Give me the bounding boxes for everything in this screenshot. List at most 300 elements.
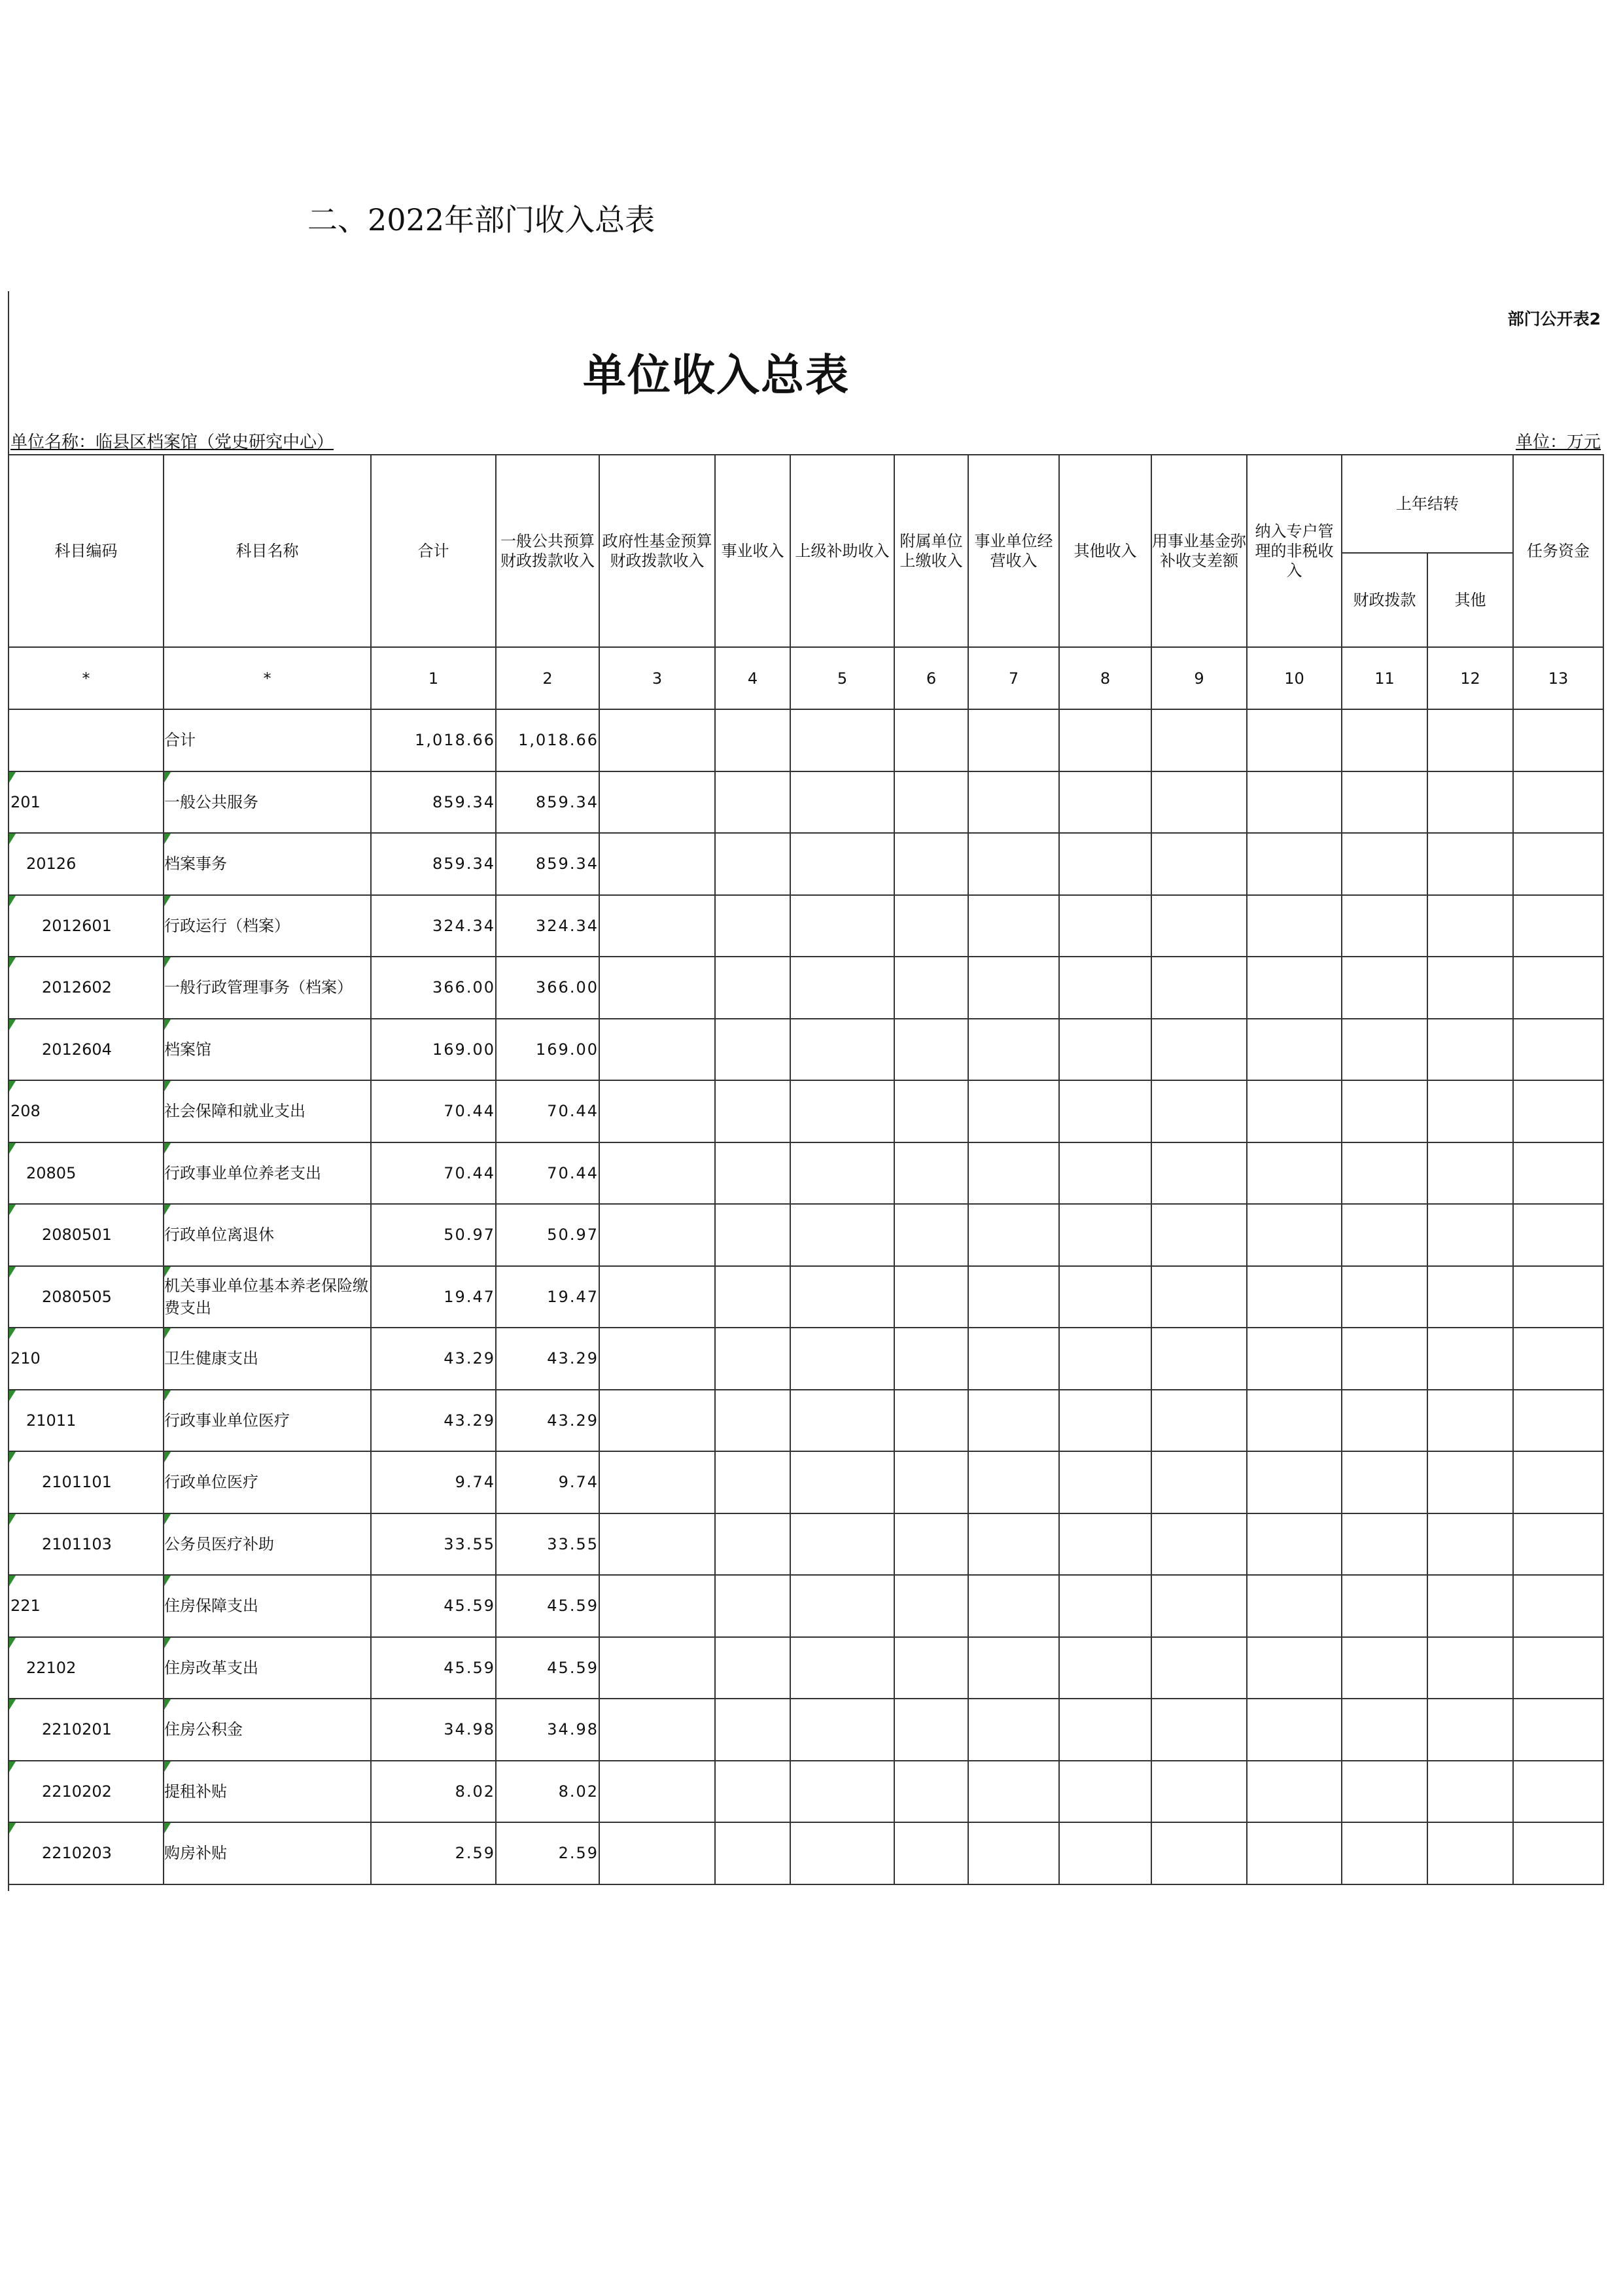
empty-cell bbox=[715, 1328, 790, 1390]
empty-cell bbox=[894, 1080, 968, 1142]
row-general-budget: 33.55 bbox=[496, 1513, 599, 1576]
col-header-total: 合计 bbox=[371, 455, 496, 647]
empty-cell bbox=[1247, 1822, 1342, 1884]
empty-cell bbox=[1059, 1699, 1151, 1761]
empty-cell bbox=[790, 1575, 894, 1637]
empty-cell bbox=[1247, 771, 1342, 834]
empty-cell bbox=[968, 1575, 1059, 1637]
empty-cell bbox=[1513, 1513, 1603, 1576]
empty-cell bbox=[790, 1019, 894, 1081]
index-cell: 6 bbox=[894, 647, 968, 709]
empty-cell bbox=[1059, 957, 1151, 1019]
empty-cell bbox=[1151, 1204, 1247, 1266]
empty-cell bbox=[1247, 1080, 1342, 1142]
empty-cell bbox=[599, 895, 715, 957]
col-header-general-budget: 一般公共预算财政拨款收入 bbox=[496, 455, 599, 647]
empty-cell bbox=[599, 957, 715, 1019]
empty-cell bbox=[1059, 1637, 1151, 1699]
row-code-cell bbox=[9, 1637, 164, 1699]
empty-cell bbox=[790, 1142, 894, 1205]
document-heading: 二、2022年部门收入总表 bbox=[307, 202, 655, 238]
row-code-cell bbox=[9, 833, 164, 895]
index-cell: 10 bbox=[1247, 647, 1342, 709]
row-general-budget: 169.00 bbox=[496, 1019, 599, 1081]
empty-cell bbox=[894, 1390, 968, 1452]
empty-cell bbox=[1427, 1699, 1513, 1761]
row-general-budget: 43.29 bbox=[496, 1328, 599, 1390]
empty-cell bbox=[1059, 709, 1151, 771]
col-header-superior-subsidy: 上级补助收入 bbox=[790, 455, 894, 647]
empty-cell bbox=[790, 1699, 894, 1761]
empty-cell bbox=[894, 1699, 968, 1761]
row-name: 住房公积金 bbox=[164, 1699, 371, 1761]
empty-cell bbox=[715, 1575, 790, 1637]
row-code: 2101103 bbox=[42, 1534, 112, 1553]
table-row bbox=[9, 771, 1603, 834]
empty-cell bbox=[968, 833, 1059, 895]
empty-cell bbox=[1059, 1019, 1151, 1081]
empty-cell bbox=[790, 1204, 894, 1266]
empty-cell bbox=[1247, 895, 1342, 957]
empty-cell bbox=[715, 709, 790, 771]
row-general-budget: 34.98 bbox=[496, 1699, 599, 1761]
empty-cell bbox=[1513, 771, 1603, 834]
empty-cell bbox=[1059, 1390, 1151, 1452]
empty-cell bbox=[715, 771, 790, 834]
empty-cell bbox=[894, 833, 968, 895]
row-total: 70.44 bbox=[371, 1142, 496, 1205]
column-index-row bbox=[9, 647, 1603, 709]
row-general-budget: 45.59 bbox=[496, 1575, 599, 1637]
col-header-other-income: 其他收入 bbox=[1059, 455, 1151, 647]
empty-cell bbox=[1059, 895, 1151, 957]
row-general-budget: 70.44 bbox=[496, 1080, 599, 1142]
table-row bbox=[9, 1390, 1603, 1452]
col-header-business-income: 事业收入 bbox=[715, 455, 790, 647]
table-row bbox=[9, 1637, 1603, 1699]
empty-cell bbox=[1342, 957, 1427, 1019]
empty-cell bbox=[1342, 1575, 1427, 1637]
row-name: 合计 bbox=[164, 709, 371, 771]
row-name: 卫生健康支出 bbox=[164, 1328, 371, 1390]
table-row bbox=[9, 1328, 1603, 1390]
row-code: 2012601 bbox=[42, 916, 112, 935]
empty-cell bbox=[1342, 1761, 1427, 1823]
row-code: 2210201 bbox=[42, 1720, 112, 1739]
empty-cell bbox=[968, 1019, 1059, 1081]
row-code-cell bbox=[9, 1451, 164, 1513]
index-cell: 1 bbox=[371, 647, 496, 709]
index-cell: 4 bbox=[715, 647, 790, 709]
empty-cell bbox=[894, 709, 968, 771]
empty-cell bbox=[968, 1080, 1059, 1142]
empty-cell bbox=[894, 1266, 968, 1328]
col-header-operating-income: 事业单位经营收入 bbox=[968, 455, 1059, 647]
row-name: 行政单位离退休 bbox=[164, 1204, 371, 1266]
empty-cell bbox=[1513, 1822, 1603, 1884]
row-name: 机关事业单位基本养老保险缴费支出 bbox=[164, 1266, 371, 1328]
empty-cell bbox=[599, 1019, 715, 1081]
empty-cell bbox=[894, 1204, 968, 1266]
empty-cell bbox=[1342, 771, 1427, 834]
empty-cell bbox=[894, 1637, 968, 1699]
row-code: 2012604 bbox=[42, 1040, 112, 1059]
row-total: 366.00 bbox=[371, 957, 496, 1019]
empty-cell bbox=[790, 895, 894, 957]
row-total: 8.02 bbox=[371, 1761, 496, 1823]
table-row bbox=[9, 1699, 1603, 1761]
empty-cell bbox=[968, 1266, 1059, 1328]
col-header-code: 科目编码 bbox=[9, 455, 164, 647]
empty-cell bbox=[1151, 1080, 1247, 1142]
row-code: 221 bbox=[10, 1597, 41, 1616]
empty-cell bbox=[1513, 895, 1603, 957]
index-cell: 2 bbox=[496, 647, 599, 709]
row-code-cell bbox=[9, 1761, 164, 1823]
row-total: 43.29 bbox=[371, 1328, 496, 1390]
row-name: 购房补贴 bbox=[164, 1822, 371, 1884]
col-header-fund-budget: 政府性基金预算财政拨款收入 bbox=[599, 455, 715, 647]
row-code: 201 bbox=[10, 792, 41, 811]
row-code-cell bbox=[9, 1822, 164, 1884]
empty-cell bbox=[1427, 833, 1513, 895]
row-code: 2080501 bbox=[42, 1226, 112, 1245]
row-general-budget: 2.59 bbox=[496, 1822, 599, 1884]
empty-cell bbox=[1151, 709, 1247, 771]
empty-cell bbox=[1151, 1822, 1247, 1884]
empty-cell bbox=[1513, 1451, 1603, 1513]
empty-cell bbox=[599, 771, 715, 834]
col-header-special-account: 纳入专户管理的非税收入 bbox=[1247, 455, 1342, 647]
row-general-budget: 45.59 bbox=[496, 1637, 599, 1699]
empty-cell bbox=[1513, 957, 1603, 1019]
empty-cell bbox=[1342, 1822, 1427, 1884]
row-name: 一般行政管理事务（档案） bbox=[164, 957, 371, 1019]
empty-cell bbox=[790, 1761, 894, 1823]
row-name: 社会保障和就业支出 bbox=[164, 1080, 371, 1142]
index-cell: * bbox=[9, 647, 164, 709]
empty-cell bbox=[1513, 1761, 1603, 1823]
empty-cell bbox=[790, 771, 894, 834]
empty-cell bbox=[1151, 771, 1247, 834]
row-name: 公务员医疗补助 bbox=[164, 1513, 371, 1576]
empty-cell bbox=[599, 1451, 715, 1513]
empty-cell bbox=[1342, 833, 1427, 895]
col-header-sinking-fund: 任务资金 bbox=[1513, 455, 1603, 647]
empty-cell bbox=[968, 1204, 1059, 1266]
empty-cell bbox=[1427, 771, 1513, 834]
col-header-affiliated-income: 附属单位上缴收入 bbox=[894, 455, 968, 647]
row-total: 70.44 bbox=[371, 1080, 496, 1142]
empty-cell bbox=[1427, 1575, 1513, 1637]
empty-cell bbox=[715, 1019, 790, 1081]
income-summary-table bbox=[8, 454, 1604, 1885]
col-header-carryover-fiscal: 财政拨款 bbox=[1342, 553, 1427, 647]
table-row bbox=[9, 957, 1603, 1019]
empty-cell bbox=[599, 1637, 715, 1699]
row-total: 45.59 bbox=[371, 1575, 496, 1637]
empty-cell bbox=[1247, 1699, 1342, 1761]
empty-cell bbox=[715, 1637, 790, 1699]
empty-cell bbox=[1427, 1204, 1513, 1266]
empty-cell bbox=[894, 1822, 968, 1884]
empty-cell bbox=[1427, 1142, 1513, 1205]
empty-cell bbox=[790, 957, 894, 1019]
table-row bbox=[9, 1761, 1603, 1823]
empty-cell bbox=[1247, 1019, 1342, 1081]
empty-cell bbox=[1342, 1142, 1427, 1205]
empty-cell bbox=[1151, 1266, 1247, 1328]
empty-cell bbox=[1247, 1761, 1342, 1823]
empty-cell bbox=[968, 1822, 1059, 1884]
empty-cell bbox=[715, 957, 790, 1019]
empty-cell bbox=[1513, 1080, 1603, 1142]
row-general-budget: 859.34 bbox=[496, 771, 599, 834]
table-row bbox=[9, 895, 1603, 957]
empty-cell bbox=[1247, 1266, 1342, 1328]
empty-cell bbox=[1513, 833, 1603, 895]
row-name: 行政运行（档案） bbox=[164, 895, 371, 957]
empty-cell bbox=[968, 771, 1059, 834]
empty-cell bbox=[1151, 1451, 1247, 1513]
empty-cell bbox=[968, 1513, 1059, 1576]
row-name: 行政事业单位医疗 bbox=[164, 1390, 371, 1452]
row-code-cell bbox=[9, 1575, 164, 1637]
empty-cell bbox=[1151, 1142, 1247, 1205]
empty-cell bbox=[1151, 1513, 1247, 1576]
table-row bbox=[9, 1080, 1603, 1142]
empty-cell bbox=[894, 1142, 968, 1205]
empty-cell bbox=[894, 1328, 968, 1390]
empty-cell bbox=[1151, 1699, 1247, 1761]
table-row bbox=[9, 1451, 1603, 1513]
empty-cell bbox=[599, 1266, 715, 1328]
empty-cell bbox=[790, 1822, 894, 1884]
empty-cell bbox=[1342, 1328, 1427, 1390]
row-code: 2012602 bbox=[42, 978, 112, 997]
empty-cell bbox=[1342, 1204, 1427, 1266]
empty-cell bbox=[599, 1699, 715, 1761]
empty-cell bbox=[715, 1822, 790, 1884]
table-row bbox=[9, 1513, 1603, 1576]
empty-cell bbox=[1059, 1204, 1151, 1266]
empty-cell bbox=[968, 1699, 1059, 1761]
row-total: 45.59 bbox=[371, 1637, 496, 1699]
empty-cell bbox=[1427, 1019, 1513, 1081]
col-header-name: 科目名称 bbox=[164, 455, 371, 647]
row-general-budget: 50.97 bbox=[496, 1204, 599, 1266]
empty-cell bbox=[1342, 1513, 1427, 1576]
empty-cell bbox=[599, 1142, 715, 1205]
row-code-cell bbox=[9, 771, 164, 834]
empty-cell bbox=[790, 1513, 894, 1576]
empty-cell bbox=[1151, 1575, 1247, 1637]
index-cell: 11 bbox=[1342, 647, 1427, 709]
empty-cell bbox=[1247, 1328, 1342, 1390]
form-number: 部门公开表2 bbox=[1507, 309, 1601, 328]
empty-cell bbox=[599, 1575, 715, 1637]
empty-cell bbox=[599, 1761, 715, 1823]
empty-cell bbox=[790, 1266, 894, 1328]
row-name: 住房保障支出 bbox=[164, 1575, 371, 1637]
empty-cell bbox=[1513, 1699, 1603, 1761]
unit-of-measure: 单位：万元 bbox=[1515, 433, 1601, 452]
row-general-budget: 8.02 bbox=[496, 1761, 599, 1823]
empty-cell bbox=[715, 895, 790, 957]
row-general-budget: 43.29 bbox=[496, 1390, 599, 1452]
row-general-budget: 70.44 bbox=[496, 1142, 599, 1205]
empty-cell bbox=[599, 1822, 715, 1884]
empty-cell bbox=[968, 1328, 1059, 1390]
empty-cell bbox=[968, 1451, 1059, 1513]
empty-cell bbox=[1513, 1019, 1603, 1081]
empty-cell bbox=[1513, 1142, 1603, 1205]
table-row bbox=[9, 1266, 1603, 1328]
table-title: 单位收入总表 bbox=[583, 350, 850, 400]
empty-cell bbox=[1059, 1080, 1151, 1142]
row-general-budget: 19.47 bbox=[496, 1266, 599, 1328]
empty-cell bbox=[1059, 771, 1151, 834]
row-name: 档案事务 bbox=[164, 833, 371, 895]
empty-cell bbox=[715, 1080, 790, 1142]
empty-cell bbox=[968, 709, 1059, 771]
row-total: 34.98 bbox=[371, 1699, 496, 1761]
empty-cell bbox=[1151, 833, 1247, 895]
row-name: 档案馆 bbox=[164, 1019, 371, 1081]
row-total: 2.59 bbox=[371, 1822, 496, 1884]
row-code-cell bbox=[9, 709, 164, 771]
empty-cell bbox=[1151, 957, 1247, 1019]
empty-cell bbox=[1427, 1328, 1513, 1390]
index-cell: 5 bbox=[790, 647, 894, 709]
row-code-cell bbox=[9, 1142, 164, 1205]
empty-cell bbox=[1513, 1637, 1603, 1699]
row-general-budget: 859.34 bbox=[496, 833, 599, 895]
empty-cell bbox=[1342, 1019, 1427, 1081]
empty-cell bbox=[1342, 1699, 1427, 1761]
row-code-cell bbox=[9, 1513, 164, 1576]
empty-cell bbox=[1247, 709, 1342, 771]
table-row bbox=[9, 709, 1603, 771]
row-total: 19.47 bbox=[371, 1266, 496, 1328]
empty-cell bbox=[1342, 1080, 1427, 1142]
row-general-budget: 324.34 bbox=[496, 895, 599, 957]
row-code-cell bbox=[9, 1328, 164, 1390]
empty-cell bbox=[1342, 1637, 1427, 1699]
empty-cell bbox=[790, 1451, 894, 1513]
empty-cell bbox=[894, 1575, 968, 1637]
empty-cell bbox=[1247, 1390, 1342, 1452]
row-general-budget: 9.74 bbox=[496, 1451, 599, 1513]
empty-cell bbox=[1151, 1390, 1247, 1452]
empty-cell bbox=[894, 895, 968, 957]
empty-cell bbox=[790, 709, 894, 771]
empty-cell bbox=[968, 1637, 1059, 1699]
empty-cell bbox=[968, 957, 1059, 1019]
empty-cell bbox=[790, 833, 894, 895]
empty-cell bbox=[968, 1142, 1059, 1205]
empty-cell bbox=[715, 1451, 790, 1513]
table-row bbox=[9, 1142, 1603, 1205]
row-code: 2210203 bbox=[42, 1844, 112, 1863]
index-cell: 13 bbox=[1513, 647, 1603, 709]
empty-cell bbox=[1513, 1328, 1603, 1390]
empty-cell bbox=[1427, 957, 1513, 1019]
row-total: 43.29 bbox=[371, 1390, 496, 1452]
empty-cell bbox=[715, 1699, 790, 1761]
row-general-budget: 1,018.66 bbox=[496, 709, 599, 771]
empty-cell bbox=[1247, 1637, 1342, 1699]
empty-cell bbox=[715, 1390, 790, 1452]
col-header-carryover: 上年结转 bbox=[1342, 455, 1513, 553]
empty-cell bbox=[968, 895, 1059, 957]
empty-cell bbox=[1427, 1761, 1513, 1823]
empty-cell bbox=[1059, 1513, 1151, 1576]
row-code: 208 bbox=[10, 1102, 41, 1121]
empty-cell bbox=[1427, 895, 1513, 957]
row-total: 859.34 bbox=[371, 833, 496, 895]
empty-cell bbox=[1342, 1266, 1427, 1328]
empty-cell bbox=[1059, 1142, 1151, 1205]
empty-cell bbox=[1247, 1204, 1342, 1266]
row-total: 33.55 bbox=[371, 1513, 496, 1576]
empty-cell bbox=[1342, 1390, 1427, 1452]
index-cell: * bbox=[164, 647, 371, 709]
empty-cell bbox=[1427, 709, 1513, 771]
row-code-cell bbox=[9, 1019, 164, 1081]
empty-cell bbox=[1427, 1390, 1513, 1452]
row-name: 行政单位医疗 bbox=[164, 1451, 371, 1513]
empty-cell bbox=[1151, 895, 1247, 957]
row-code: 210 bbox=[10, 1349, 41, 1368]
empty-cell bbox=[715, 833, 790, 895]
empty-cell bbox=[894, 1513, 968, 1576]
empty-cell bbox=[1427, 1637, 1513, 1699]
empty-cell bbox=[790, 1637, 894, 1699]
empty-cell bbox=[1427, 1822, 1513, 1884]
row-code-cell bbox=[9, 1266, 164, 1328]
row-name: 提租补贴 bbox=[164, 1761, 371, 1823]
row-total: 50.97 bbox=[371, 1204, 496, 1266]
table-row bbox=[9, 1204, 1603, 1266]
empty-cell bbox=[1059, 1328, 1151, 1390]
row-total: 169.00 bbox=[371, 1019, 496, 1081]
index-cell: 12 bbox=[1427, 647, 1513, 709]
index-cell: 7 bbox=[968, 647, 1059, 709]
empty-cell bbox=[599, 709, 715, 771]
empty-cell bbox=[1059, 1822, 1151, 1884]
empty-cell bbox=[1427, 1513, 1513, 1576]
row-total: 9.74 bbox=[371, 1451, 496, 1513]
empty-cell bbox=[1342, 1451, 1427, 1513]
empty-cell bbox=[1427, 1266, 1513, 1328]
empty-cell bbox=[1059, 1266, 1151, 1328]
row-code: 2101101 bbox=[42, 1473, 112, 1492]
row-name: 一般公共服务 bbox=[164, 771, 371, 834]
empty-cell bbox=[599, 1328, 715, 1390]
unit-name: 单位名称：临县区档案馆（党史研究中心） bbox=[10, 433, 334, 452]
empty-cell bbox=[1151, 1328, 1247, 1390]
row-total: 324.34 bbox=[371, 895, 496, 957]
row-code: 21011 bbox=[26, 1411, 77, 1430]
empty-cell bbox=[894, 957, 968, 1019]
empty-cell bbox=[1513, 709, 1603, 771]
empty-cell bbox=[1151, 1637, 1247, 1699]
empty-cell bbox=[715, 1266, 790, 1328]
empty-cell bbox=[1247, 1575, 1342, 1637]
row-name: 行政事业单位养老支出 bbox=[164, 1142, 371, 1205]
empty-cell bbox=[1513, 1266, 1603, 1328]
